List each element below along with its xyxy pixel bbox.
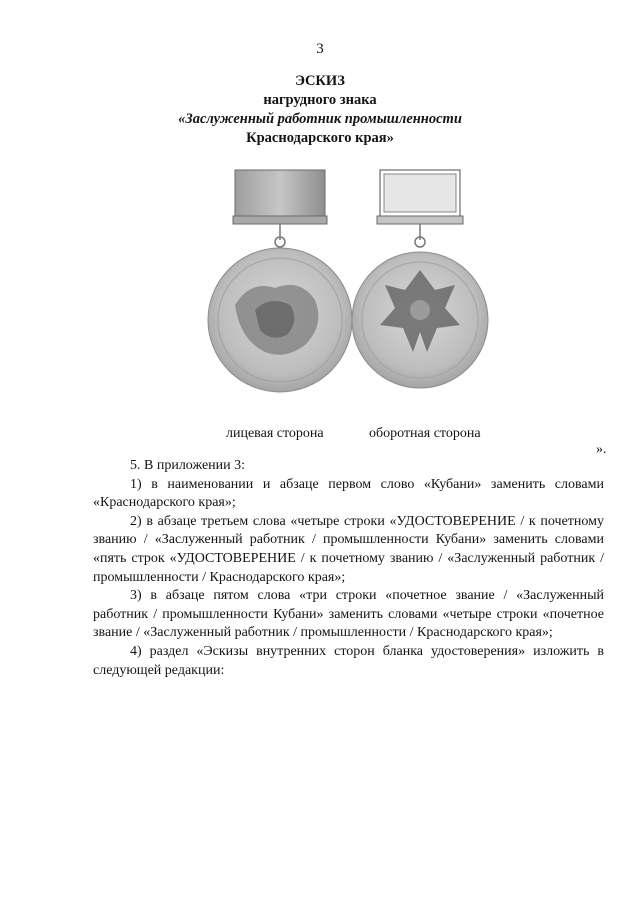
paragraph: 1) в наименовании и абзаце первом слово «Кубани» заменить словами «Краснодарского края»; xyxy=(93,476,604,511)
title-line-4: Краснодарского края» xyxy=(246,130,394,146)
badge-sketch-figure xyxy=(205,160,505,410)
title-line-2: нагрудного знака xyxy=(263,92,377,108)
document-body xyxy=(93,457,604,680)
medal-back xyxy=(352,170,488,388)
document-title xyxy=(60,72,580,148)
caption-back: оборотная сторона xyxy=(369,426,481,441)
title-line-1: ЭСКИЗ xyxy=(295,73,345,89)
paragraph: 3) в абзаце пятом слова «три строки «почетное звание / «Заслуженный работник / промышленности Кубани» заменить словами «четыре строки «почетное звание / «Заслуженный работник / промышленности / Краснодарского края»; xyxy=(93,588,604,641)
page-number: 3 xyxy=(316,41,324,57)
title-line-3: «Заслуженный работник промышленности xyxy=(178,111,462,127)
paragraph: 2) в абзаце третьем слова «четыре строки «УДОСТОВЕРЕНИЕ / к почетному званию / «Заслуженный работник / промышленности Кубани» заменить словами «пять строк «УДОСТОВЕРЕНИЕ / к почетному званию / «Заслуженный работник / промышленности / Краснодарского края»; xyxy=(93,513,604,585)
caption-front: лицевая сторона xyxy=(226,426,324,441)
paragraph: 5. В приложении 3: xyxy=(130,458,246,473)
medal-front xyxy=(208,170,352,392)
paragraph: 4) раздел «Эскизы внутренних сторон бланка удостоверения» изложить в следующей редакции: xyxy=(93,643,604,678)
closing-quote: ». xyxy=(596,442,607,457)
